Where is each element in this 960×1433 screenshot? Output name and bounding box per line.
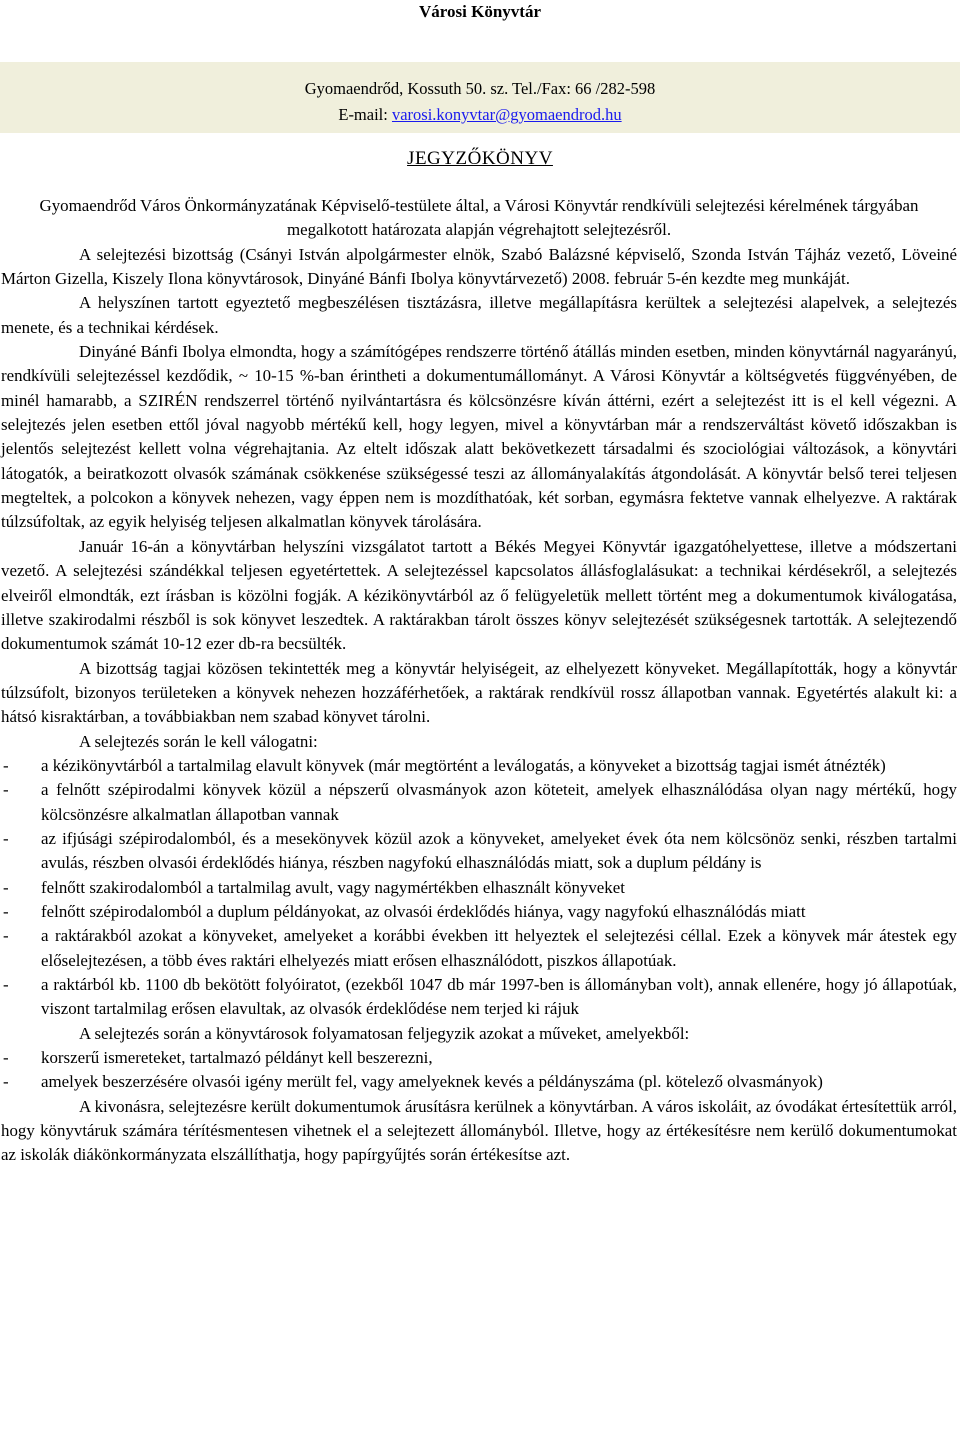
list-dash: - [3, 901, 9, 921]
paragraph: A helyszínen tartott egyeztető megbeszélésen tisztázásra, illetve megállapításra kerültek a selejtezési alapelvek, a selejtezés menete, és a technikai kérdések. [1, 293, 957, 337]
intro-paragraph: Gyomaendrőd Város Önkormányzatának Képviselő-testülete által, a Városi Könyvtár rendkívüli selejtezési kérelmének tárgyában megalkotott határozata alapján végrehajtott selejtezésről. [39, 196, 919, 240]
list-item-text: a raktárakból azokat a könyveket, amelyeket a korábbi években itt helyeztek el selejtezési céllal. Ezek a könyvek már átestek egy előselejtezésen, a több éves raktári elhelyezés miatt erősen elhasználódott, piszkos állapotúak. [41, 926, 957, 970]
list-item [1, 778, 957, 827]
email-link[interactable]: varosi.konyvtar@gyomaendrod.hu [391, 105, 622, 124]
list-dash: - [3, 828, 9, 848]
list-dash: - [3, 780, 9, 800]
weeding-criteria-list [1, 754, 957, 1022]
list-item [1, 973, 957, 1022]
list-item [1, 754, 957, 778]
list-dash: - [3, 1048, 9, 1068]
list-item [1, 876, 957, 900]
list-item [1, 1046, 957, 1070]
list-dash: - [3, 755, 9, 775]
list-dash: - [3, 1072, 9, 1092]
list-dash: - [3, 926, 9, 946]
list-item [1, 827, 957, 876]
list-item-text: korszerű ismereteket, tartalmazó példányt kell beszerezni, [41, 1048, 433, 1068]
list-dash: - [3, 877, 9, 897]
paragraph: Dinyáné Bánfi Ibolya elmondta, hogy a számítógépes rendszerre történő átállás minden esetben, minden könyvtárnál nagyarányú, rendkívüli selejtezéssel kezdődik, ~ 10-15 %-ban érintheti a dokumentumállományt. A Városi Könyvtár a költségvetés függvényében, de minél hamarabb, a SZIRÉN rendszerrel történő nyilvántartásra és kölcsönzésre kíván áttérni, ezért a selejtezést itt is el kell végezni. A selejtezés jelen esetben ettől jóval nagyobb mértékű kell, hogy legyen, mivel a könyvtárban már a rendszerváltást követő időszakban is jelentős selejtezést kellett volna végrehajtania. Az eltelt időszak alatt bekövetkezett társadalmi és szociológiai változások, a könyvtári látogatók, a beiratkozott olvasók számának csökkenése szükségessé teszi az állományalakítás átgondolását. A könyvtár belső terei teljesen megteltek, a polcokon a könyvek nehezen, vagy éppen nem is mozdíthatóak, két sorban, egymásra fektetve vannak elhelyezve. A raktárak túlzsúfoltak, az egyik helyiség teljesen alkalmatlan könyvek tárolására. [1, 342, 957, 532]
list-item [1, 924, 957, 973]
list-item-text: a raktárból kb. 1100 db bekötött folyóiratot, (ezekből 1047 db már 1997-ben is állományban volt), annak ellenére, hogy jó állapotúak, viszont tartalmilag erősen elavultak, az olvasók érdeklődése nem terjed ki rájuk [41, 975, 957, 1019]
paragraph: A bizottság tagjai közösen tekintették meg a könyvtár helyiségeit, az elhelyezett könyveket. Megállapították, hogy a könyvtár túlzsúfolt, bizonyos területeken a könyvek nehezen hozzáférhetőek, a raktárak rendkívül rossz állapotban vannak. Egyetértés alakult ki: a hátsó kisraktárban, a továbbiakban nem szabad könyvet tárolni. [1, 658, 957, 727]
paragraph: A selejtezés során le kell válogatni: [79, 731, 318, 751]
list-item-text: amelyek beszerzésére olvasói igény merült fel, vagy amelyeknek kevés a példányszáma (pl. kötelező olvasmányok) [41, 1072, 823, 1092]
paragraph: A selejtezési bizottság (Csányi István alpolgármester elnök, Szabó Balázsné képviselő, Szonda István Tájház vezető, Löveiné Márton Gizella, Kiszely Ilona könyvtárosok, Dinyáné Bánfi Ibolya könyvtárvezető) 2008. február 5-én kezdte meg munkáját. [1, 244, 957, 289]
address-line: Gyomaendrőd, Kossuth 50. sz. Tel./Fax: 66 /282-598 [304, 79, 656, 98]
list-item-text: a felnőtt szépirodalmi könyvek közül a népszerű olvasmányok azon köteteit, amelyek elhasználódása olyan nagy mértékű, hogy kölcsönzésre alkalmatlan állapotban vannak [41, 780, 957, 824]
email-line [0, 102, 960, 128]
acquisition-list [1, 1046, 957, 1095]
paragraph: A kivonásra, selejtezésre került dokumentumok árusításra kerülnek a könyvtárban. A város iskoláit, az óvodákat értesítettük arról, hogy könyvtáruk számára térítésmentesen vihetnek el a selejtezett állományból. Illetve, hogy az értékesítésre nem kerülő dokumentumokat az iskolák diákönkormányzata elszállíthatja, hogy papírgyűjtés során értékesítse azt. [1, 1096, 957, 1165]
document-title: JEGYZŐKÖNYV [407, 148, 553, 169]
list-item-text: felnőtt szakirodalomból a tartalmilag avult, vagy nagymértékben elhasznált könyveket [41, 877, 625, 897]
contact-block [0, 76, 960, 128]
list-item-text: a kézikönyvtárból a tartalmilag elavult könyvek (már megtörtént a leválogatás, a könyveket a bizottság tagjai ismét átnézték) [41, 755, 886, 775]
list-item [1, 1070, 957, 1094]
paragraph: Január 16-án a könyvtárban helyszíni vizsgálatot tartott a Békés Megyei Könyvtár igazgatóhelyettese, illetve a módszertani vezető. A selejtezési szándékkal teljesen egyetértettek. A selejtezéssel kapcsolatos állásfoglalásukat: a technikai kérdésekről, a selejtezés elveiről elmondták, ezt írásban is közölni fogják. A kézikönyvtárból az ő felügyeletük mellett történt meg a dokumentumok kiválogatása, illetve szakirodalmi részből is sok könyvet leszedtek. A raktárakban tárolt összes könyv selejtezését szükségesnek tartották. A selejtezendő dokumentumok számát 10-12 ezer db-ra becsülték. [1, 536, 957, 654]
paragraph: A selejtezés során a könyvtárosok folyamatosan feljegyzik azokat a műveket, amelyekből: [79, 1023, 690, 1043]
list-item [1, 900, 957, 924]
list-dash: - [3, 975, 9, 994]
library-name: Városi Könyvtár [419, 2, 541, 21]
list-item-text: felnőtt szépirodalomból a duplum példányokat, az olvasói érdeklődés hiánya, vagy nagyfokú elhasználódás miatt [41, 901, 806, 921]
document-body [1, 194, 957, 1168]
list-item-text: az ifjúsági szépirodalomból, és a mesekönyvek közül azok a könyveket, amelyeket évek óta nem kölcsönöz senki, részben tartalmi avulás, részben olvasói érdeklődés hiánya, részben nagyfokú elhasználódás miatt, sok a duplum példány is [41, 828, 957, 873]
email-label: E-mail: [338, 105, 392, 124]
